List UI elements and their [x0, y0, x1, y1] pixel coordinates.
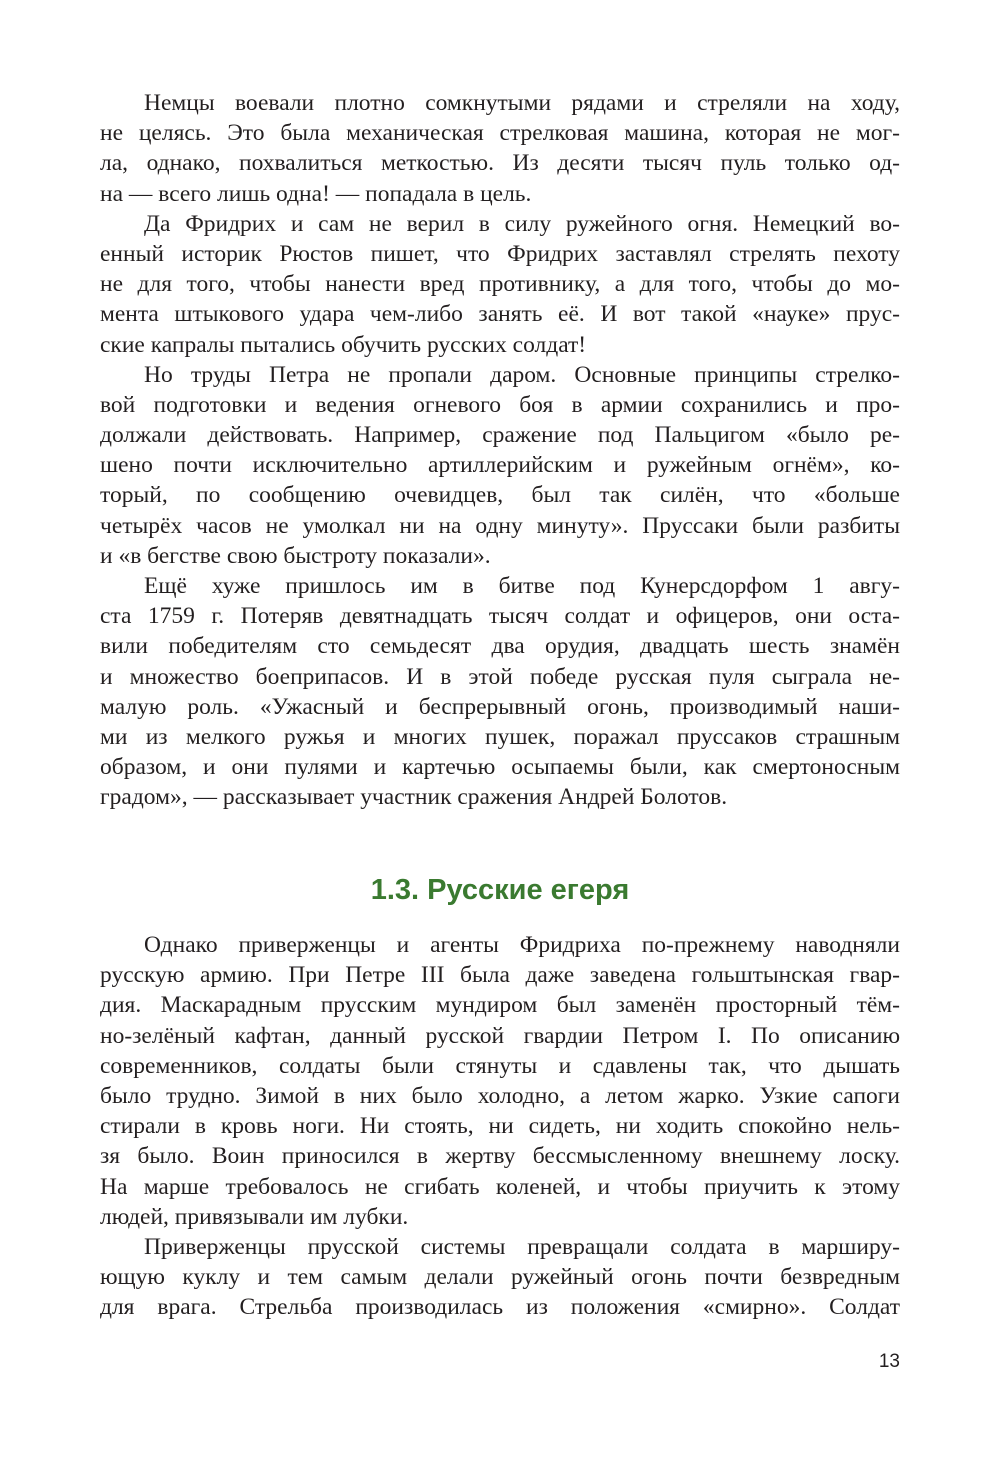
section-1-text: [100, 88, 900, 813]
text-line: Немцы воевали плотно сомкнутыми рядами и стреляли на ходу,: [144, 90, 900, 116]
text-line: ские капралы пытались обучить русских солдат!: [100, 331, 587, 358]
text-line: и множество боеприпасов. И в этой победе русская пуля сыграла не-: [100, 663, 900, 690]
text-line: для врага. Стрельба производилась из положения «смирно». Солдат: [100, 1294, 900, 1321]
text-line: мента штыкового удара чем-либо занять её. И вот такой «науке» прус-: [100, 301, 900, 328]
text-line: Приверженцы прусской системы превращали солдата в марширу-: [144, 1233, 900, 1260]
text-line: образом, и они пулями и картечью осыпаемы были, как смертоносным: [100, 754, 900, 781]
text-line: дия. Маскарадным прусским мундиром был заменён просторный тём-: [100, 992, 900, 1019]
text-line: торый, по сообщению очевидцев, был так силён, что «больше: [100, 482, 900, 509]
paragraph: [100, 360, 900, 571]
paragraph: [100, 571, 900, 813]
paragraph: [100, 930, 900, 1232]
text-line: шено почти исключительно артиллерийским и ружейным огнём», ко-: [100, 452, 900, 479]
text-line: ста 1759 г. Потеряв девятнадцать тысяч солдат и офицеров, они оста-: [100, 603, 900, 630]
text-line: стирали в кровь ноги. Ни стоять, ни сидеть, ни ходить спокойно нель-: [100, 1113, 900, 1140]
section-2-text: [100, 930, 900, 1322]
text-line: русскую армию. При Петре III была даже заведена гольштынская гвар-: [100, 962, 900, 989]
text-line: было трудно. Зимой в них было холодно, а летом жарко. Узкие сапоги: [100, 1082, 900, 1109]
paragraph: [100, 1232, 900, 1323]
text-line: на — всего лишь одна! — попадала в цель.: [100, 180, 532, 207]
text-line: На марше требовалось не сгибать коленей, и чтобы приучить к этому: [100, 1173, 900, 1200]
text-line: малую роль. «Ужасный и беспрерывный огонь, производимый наши-: [100, 693, 900, 720]
section-heading: 1.3. Русские егеря: [370, 874, 630, 906]
text-line: енный историк Рюстов пишет, что Фридрих заставлял стрелять пехоту: [100, 240, 900, 267]
text-line: Ещё хуже пришлось им в битве под Кунерсдорфом 1 авгу-: [144, 573, 900, 599]
text-line: ющую куклу и тем самым делали ружейный огонь почти безвредным: [100, 1264, 900, 1291]
text-line: но-зелёный кафтан, данный русской гвардии Петром I. По описанию: [100, 1022, 900, 1049]
text-line: людей, привязывали им лубки.: [100, 1203, 409, 1230]
text-line: градом», — рассказывает участник сражения Андрей Болотов.: [100, 784, 728, 811]
text-line: Но труды Петра не пропали даром. Основные принципы стрелко-: [144, 361, 900, 388]
text-line: ми из мелкого ружья и многих пушек, поражал пруссаков страшным: [100, 723, 900, 750]
text-line: не целясь. Это была механическая стрелковая машина, которая не мог-: [100, 120, 900, 147]
text-line: ла, однако, похвалиться меткостью. Из десяти тысяч пуль только од-: [100, 150, 900, 177]
text-line: четырёх часов не умолкал ни на одну минуту». Пруссаки были разбиты: [100, 512, 900, 539]
paragraph: [100, 88, 900, 209]
paragraph: [100, 209, 900, 360]
text-line: Однако приверженцы и агенты Фридриха по-прежнему наводняли: [144, 932, 900, 958]
text-line: вили победителям сто семьдесят два орудия, двадцать шесть знамён: [100, 633, 900, 660]
text-line: Да Фридрих и сам не верил в силу ружейного огня. Немецкий во-: [144, 210, 900, 237]
text-line: зя было. Воин приносился в жертву бессмысленному внешнему лоску.: [100, 1143, 900, 1170]
text-line: должали действовать. Например, сражение под Пальцигом «было ре-: [100, 422, 900, 449]
text-line: вой подготовки и ведения огневого боя в армии сохранились и про-: [100, 391, 900, 418]
text-line: не для того, чтобы нанести вред противнику, а для того, чтобы до мо-: [100, 271, 900, 298]
text-line: современников, солдаты были стянуты и сдавлены так, что дышать: [100, 1052, 900, 1079]
text-line: и «в бегстве свою быстроту показали».: [100, 542, 491, 569]
page-number: 13: [878, 1351, 900, 1372]
